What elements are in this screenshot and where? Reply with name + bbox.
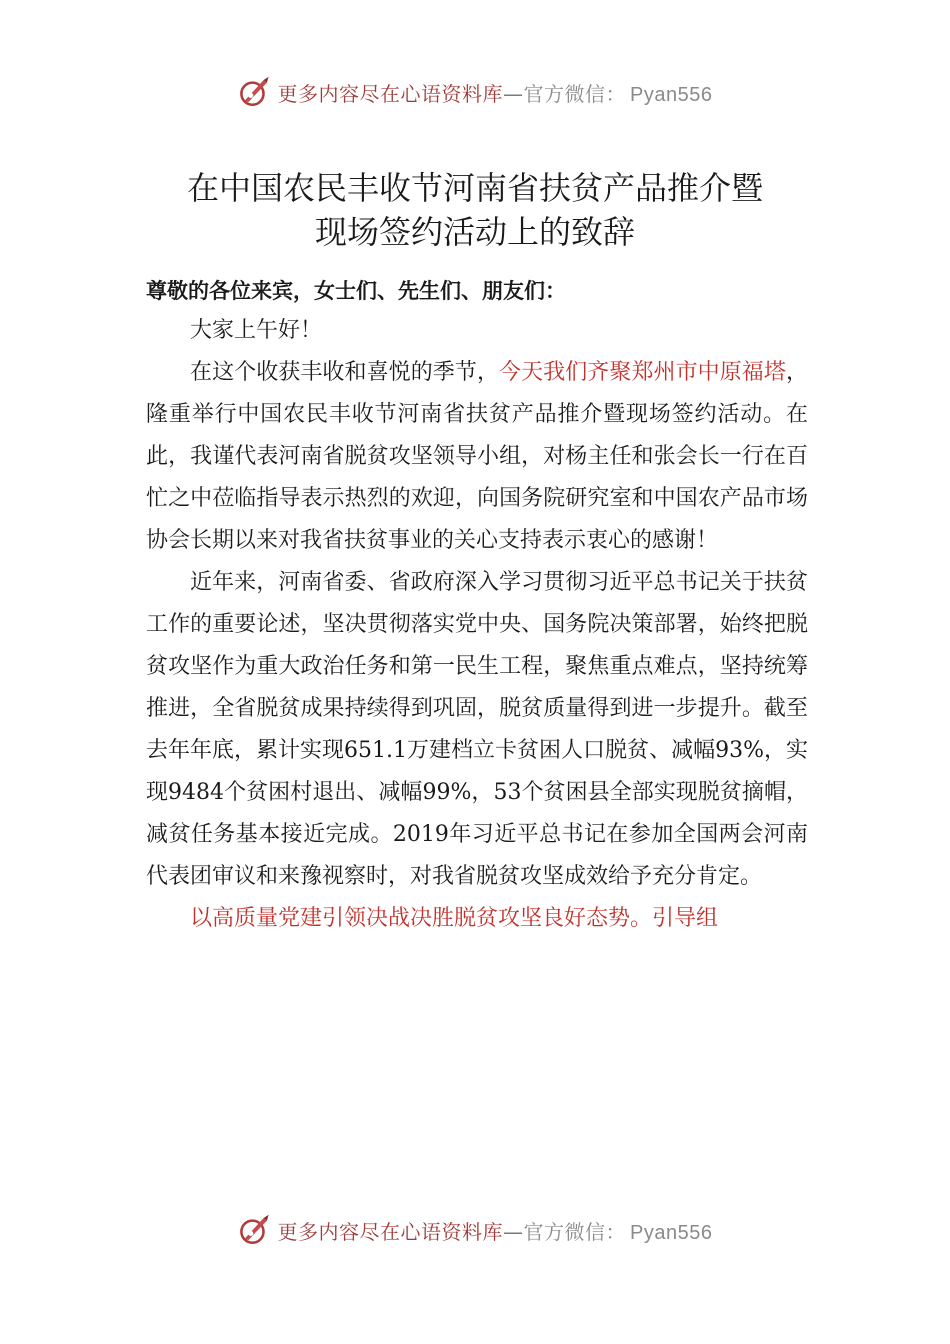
quill-pen-logo-icon xyxy=(238,75,272,109)
banner-wechat-label: 官方微信： xyxy=(523,81,627,106)
banner-library-text: 更多内容尽在心语资料库 xyxy=(277,1219,504,1244)
quill-pen-logo-icon xyxy=(238,1213,272,1247)
title-line-2: 现场签约活动上的致辞 xyxy=(314,213,635,251)
banner-text xyxy=(278,78,713,107)
banner-wechat-label: 官方微信： xyxy=(523,1219,627,1244)
highlighted-venue-text: 今天我们齐聚郑州市中原福塔 xyxy=(499,360,786,385)
paragraph-party-building-heading: 以高质量党建引领决战决胜脱贫攻坚良好态势。引导组 xyxy=(190,906,719,931)
paragraph-welcome-part-1: 在这个收获丰收和喜悦的季节， xyxy=(190,360,500,385)
footer-banner xyxy=(0,1208,950,1252)
banner-separator: — xyxy=(503,81,524,106)
document-body xyxy=(146,310,808,940)
banner-library-text: 更多内容尽在心语资料库 xyxy=(277,81,504,106)
paragraph-achievements: 近年来，河南省委、省政府深入学习贯彻习近平总书记关于扶贫工作的重要论述，坚决贯彻落实党中央、国务院决策部署，始终把脱贫攻坚作为重大政治任务和第一民生工程，聚焦重点难点，坚持统筹推进，全省脱贫成果持续得到巩固，脱贫质量得到进一步提升。截至去年年底，累计实现651.1万建档立卡贫困人口脱贫、减幅93%，实现9484个贫困村退出、减幅99%，53个贫困县全部实现脱贫摘帽，减贫任务基本接近完成。2019年习近平总书记在参加全国两会河南代表团审议和来豫视察时，对我省脱贫攻坚成效给予充分肯定。 xyxy=(146,570,808,889)
title-line-1: 在中国农民丰收节河南省扶贫产品推介暨 xyxy=(186,169,763,207)
paragraph-welcome-part-2: ，隆重举行中国农民丰收节河南省扶贫产品推介暨现场签约活动。在此，我谨代表河南省脱贫攻坚领导小组，对杨主任和张会长一行在百忙之中莅临指导表示热烈的欢迎，向国务院研究室和中国农产品市场协会长期以来对我省扶贫事业的关心支持表示衷心的感谢！ xyxy=(146,360,808,553)
paragraph-greeting: 大家上午好！ xyxy=(190,318,323,343)
document-title xyxy=(120,166,830,254)
banner-separator: — xyxy=(503,1219,524,1244)
paragraph-welcome xyxy=(146,352,808,562)
salutation: 尊敬的各位来宾，女士们、先生们、朋友们： xyxy=(146,279,566,303)
banner-wechat-id: Pyan556 xyxy=(630,1221,713,1244)
banner-text xyxy=(278,1216,713,1245)
banner-wechat-id: Pyan556 xyxy=(630,83,713,106)
header-banner xyxy=(0,70,950,114)
